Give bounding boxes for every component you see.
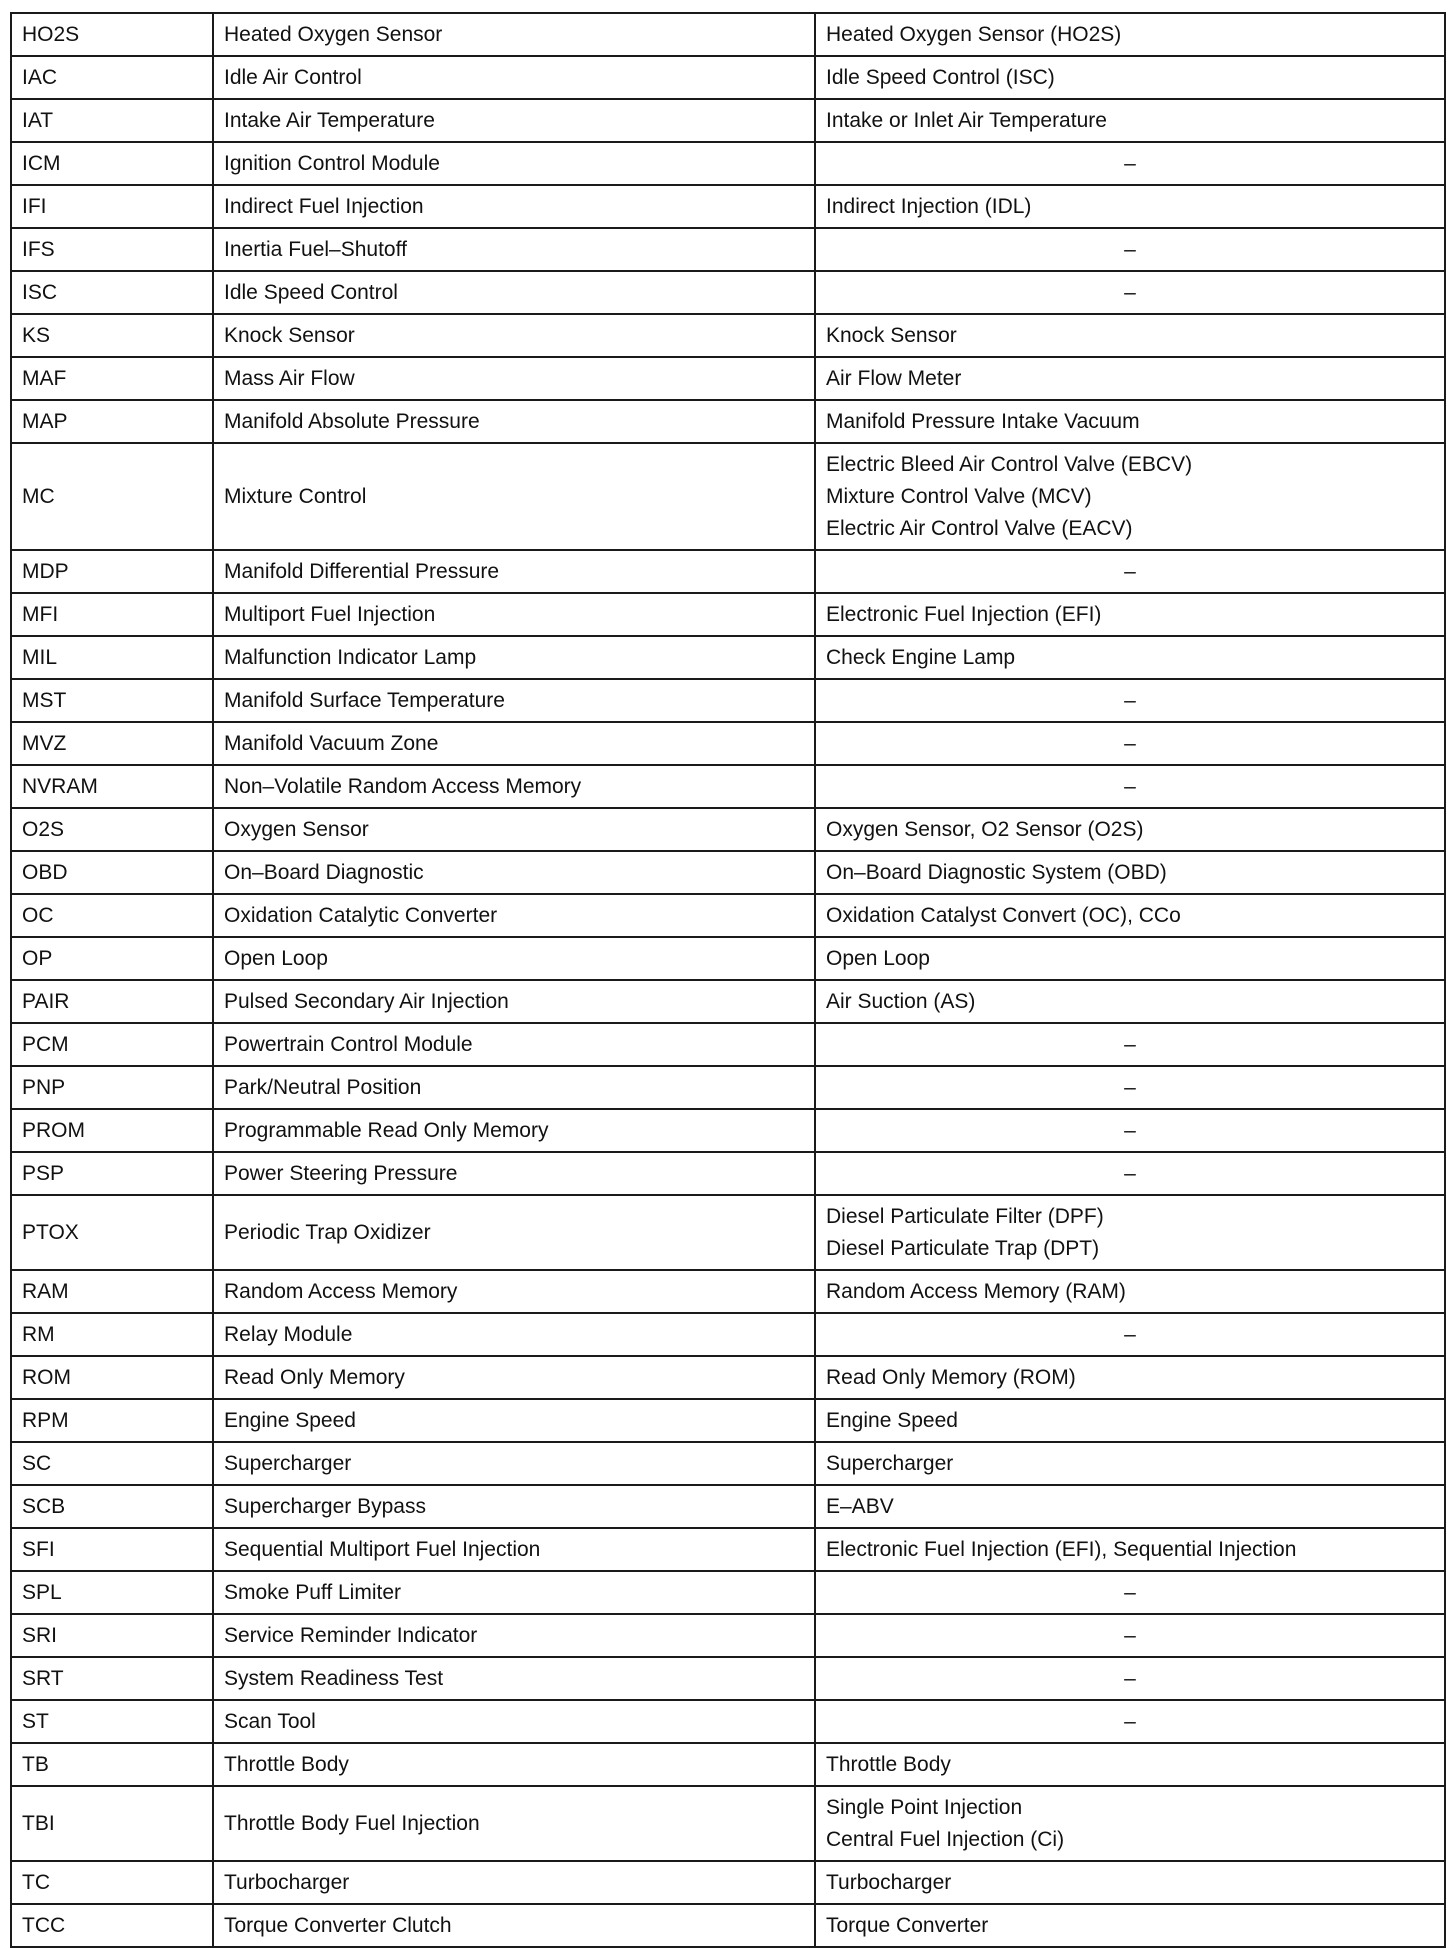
abbreviation-cell: PCM [11, 1023, 213, 1066]
equivalent-line: Open Loop [826, 947, 930, 970]
table-row [11, 1786, 1445, 1861]
abbreviation-table [10, 12, 1446, 1948]
equivalent-cell [815, 1743, 1445, 1786]
term-cell: Manifold Vacuum Zone [213, 722, 815, 765]
abbreviation-cell: MIL [11, 636, 213, 679]
equivalent-line: – [1124, 1162, 1136, 1185]
table-row [11, 99, 1445, 142]
equivalent-line: Knock Sensor [826, 324, 957, 347]
equivalent-line: Oxygen Sensor, O2 Sensor (O2S) [826, 818, 1144, 841]
equivalent-cell [815, 593, 1445, 636]
equivalent-line: – [1124, 1667, 1136, 1690]
abbreviation-cell: RAM [11, 1270, 213, 1313]
equivalent-cell [815, 1861, 1445, 1904]
abbreviation-cell: MST [11, 679, 213, 722]
equivalent-line: Heated Oxygen Sensor (HO2S) [826, 23, 1122, 46]
term-cell: Manifold Surface Temperature [213, 679, 815, 722]
term-cell: Manifold Differential Pressure [213, 550, 815, 593]
equivalent-cell [815, 1700, 1445, 1743]
equivalent-cell [815, 400, 1445, 443]
equivalent-line: – [1124, 1581, 1136, 1604]
equivalent-cell [815, 1442, 1445, 1485]
equivalent-line: – [1124, 238, 1136, 261]
term-cell: System Readiness Test [213, 1657, 815, 1700]
abbreviation-cell: SRI [11, 1614, 213, 1657]
equivalent-cell [815, 636, 1445, 679]
table-row [11, 314, 1445, 357]
equivalent-line: Supercharger [826, 1452, 954, 1475]
equivalent-cell [815, 765, 1445, 808]
equivalent-line: – [1124, 732, 1136, 755]
equivalent-cell [815, 1657, 1445, 1700]
term-cell: Throttle Body Fuel Injection [213, 1786, 815, 1861]
equivalent-line: – [1124, 1323, 1136, 1346]
equivalent-line: Engine Speed [826, 1409, 958, 1432]
table-row [11, 357, 1445, 400]
equivalent-line: Manifold Pressure Intake Vacuum [826, 410, 1140, 433]
abbreviation-cell: ROM [11, 1356, 213, 1399]
term-cell: Indirect Fuel Injection [213, 185, 815, 228]
term-cell: Throttle Body [213, 1743, 815, 1786]
table-row [11, 1152, 1445, 1195]
term-cell: Non–Volatile Random Access Memory [213, 765, 815, 808]
abbreviation-cell: IFI [11, 185, 213, 228]
table-row [11, 1356, 1445, 1399]
term-cell: Mixture Control [213, 443, 815, 550]
abbreviation-cell: MFI [11, 593, 213, 636]
abbreviation-cell: TB [11, 1743, 213, 1786]
table-row [11, 1700, 1445, 1743]
term-cell: Idle Air Control [213, 56, 815, 99]
table-row [11, 980, 1445, 1023]
table-row [11, 593, 1445, 636]
abbreviation-cell: MVZ [11, 722, 213, 765]
table-row [11, 400, 1445, 443]
table-row [11, 13, 1445, 56]
equivalent-cell [815, 980, 1445, 1023]
table-row [11, 894, 1445, 937]
equivalent-line: Diesel Particulate Filter (DPF) [826, 1205, 1104, 1228]
table-row [11, 1313, 1445, 1356]
equivalent-cell [815, 1066, 1445, 1109]
equivalent-line: Throttle Body [826, 1753, 951, 1776]
term-cell: Oxidation Catalytic Converter [213, 894, 815, 937]
abbreviation-cell: IFS [11, 228, 213, 271]
term-cell: Park/Neutral Position [213, 1066, 815, 1109]
equivalent-line: – [1124, 689, 1136, 712]
abbreviation-cell: OBD [11, 851, 213, 894]
equivalent-line: Idle Speed Control (ISC) [826, 66, 1055, 89]
equivalent-line: Central Fuel Injection (Ci) [826, 1828, 1065, 1851]
table-row [11, 1399, 1445, 1442]
equivalent-cell [815, 185, 1445, 228]
equivalent-cell [815, 1109, 1445, 1152]
abbreviation-cell: PROM [11, 1109, 213, 1152]
table-row [11, 142, 1445, 185]
table-row [11, 937, 1445, 980]
table-row [11, 1195, 1445, 1270]
abbreviation-cell: SFI [11, 1528, 213, 1571]
abbreviation-cell: PAIR [11, 980, 213, 1023]
equivalent-cell [815, 851, 1445, 894]
abbreviation-cell: ICM [11, 142, 213, 185]
term-cell: Read Only Memory [213, 1356, 815, 1399]
abbreviation-cell: NVRAM [11, 765, 213, 808]
table-row [11, 1023, 1445, 1066]
equivalent-cell [815, 1528, 1445, 1571]
abbreviation-cell: SPL [11, 1571, 213, 1614]
table-row [11, 1571, 1445, 1614]
equivalent-line: – [1124, 560, 1136, 583]
abbreviation-cell: KS [11, 314, 213, 357]
equivalent-line: Air Suction (AS) [826, 990, 976, 1013]
abbreviation-cell: OC [11, 894, 213, 937]
term-cell: Power Steering Pressure [213, 1152, 815, 1195]
term-cell: Powertrain Control Module [213, 1023, 815, 1066]
term-cell: Service Reminder Indicator [213, 1614, 815, 1657]
term-cell: Manifold Absolute Pressure [213, 400, 815, 443]
abbreviation-cell: TBI [11, 1786, 213, 1861]
term-cell: Random Access Memory [213, 1270, 815, 1313]
table-row [11, 56, 1445, 99]
abbreviation-cell: PSP [11, 1152, 213, 1195]
equivalent-line: Electronic Fuel Injection (EFI), Sequential Injection [826, 1538, 1297, 1561]
term-cell: Sequential Multiport Fuel Injection [213, 1528, 815, 1571]
equivalent-line: Electronic Fuel Injection (EFI) [826, 603, 1102, 626]
table-row [11, 228, 1445, 271]
table-row [11, 1528, 1445, 1571]
equivalent-cell [815, 1571, 1445, 1614]
equivalent-line: On–Board Diagnostic System (OBD) [826, 861, 1167, 884]
table-row [11, 1861, 1445, 1904]
term-cell: Inertia Fuel–Shutoff [213, 228, 815, 271]
equivalent-line: Check Engine Lamp [826, 646, 1016, 669]
term-cell: Turbocharger [213, 1861, 815, 1904]
equivalent-cell [815, 1786, 1445, 1861]
equivalent-line: Diesel Particulate Trap (DPT) [826, 1237, 1100, 1260]
equivalent-cell [815, 1485, 1445, 1528]
table-row [11, 808, 1445, 851]
abbreviation-cell: MDP [11, 550, 213, 593]
term-cell: Scan Tool [213, 1700, 815, 1743]
table-row [11, 1270, 1445, 1313]
equivalent-line: E–ABV [826, 1495, 894, 1518]
term-cell: Relay Module [213, 1313, 815, 1356]
term-cell: Intake Air Temperature [213, 99, 815, 142]
term-cell: Multiport Fuel Injection [213, 593, 815, 636]
table-row [11, 1614, 1445, 1657]
term-cell: Pulsed Secondary Air Injection [213, 980, 815, 1023]
table-body [11, 13, 1445, 1947]
term-cell: Malfunction Indicator Lamp [213, 636, 815, 679]
equivalent-line: Turbocharger [826, 1871, 952, 1894]
term-cell: Periodic Trap Oxidizer [213, 1195, 815, 1270]
equivalent-line: – [1124, 1076, 1136, 1099]
equivalent-cell [815, 56, 1445, 99]
equivalent-line: Intake or Inlet Air Temperature [826, 109, 1107, 132]
equivalent-cell [815, 1313, 1445, 1356]
term-cell: Smoke Puff Limiter [213, 1571, 815, 1614]
equivalent-line: – [1124, 1710, 1136, 1733]
equivalent-line: Torque Converter [826, 1914, 989, 1937]
equivalent-cell [815, 1904, 1445, 1947]
equivalent-cell [815, 1195, 1445, 1270]
abbreviation-cell: RPM [11, 1399, 213, 1442]
equivalent-cell [815, 443, 1445, 550]
equivalent-cell [815, 722, 1445, 765]
table-row [11, 722, 1445, 765]
equivalent-cell [815, 937, 1445, 980]
equivalent-cell [815, 1356, 1445, 1399]
equivalent-line: Mixture Control Valve (MCV) [826, 485, 1092, 508]
abbreviation-cell: SRT [11, 1657, 213, 1700]
equivalent-cell [815, 1399, 1445, 1442]
table-row [11, 185, 1445, 228]
equivalent-cell [815, 314, 1445, 357]
equivalent-cell [815, 1152, 1445, 1195]
table-row [11, 1066, 1445, 1109]
table-row [11, 550, 1445, 593]
equivalent-cell [815, 550, 1445, 593]
term-cell: Idle Speed Control [213, 271, 815, 314]
term-cell: Engine Speed [213, 1399, 815, 1442]
table-row [11, 851, 1445, 894]
abbreviation-cell: MAP [11, 400, 213, 443]
table-row [11, 1657, 1445, 1700]
table-row [11, 1743, 1445, 1786]
equivalent-cell [815, 99, 1445, 142]
term-cell: Supercharger [213, 1442, 815, 1485]
term-cell: Oxygen Sensor [213, 808, 815, 851]
equivalent-cell [815, 1614, 1445, 1657]
equivalent-cell [815, 894, 1445, 937]
abbreviation-cell: PTOX [11, 1195, 213, 1270]
term-cell: Mass Air Flow [213, 357, 815, 400]
equivalent-line: Air Flow Meter [826, 367, 962, 390]
term-cell: Heated Oxygen Sensor [213, 13, 815, 56]
abbreviation-cell: TCC [11, 1904, 213, 1947]
table-row [11, 1109, 1445, 1152]
equivalent-cell [815, 228, 1445, 271]
table-row [11, 1904, 1445, 1947]
equivalent-line: – [1124, 152, 1136, 175]
term-cell: Ignition Control Module [213, 142, 815, 185]
equivalent-line: – [1124, 1624, 1136, 1647]
equivalent-line: – [1124, 281, 1136, 304]
table-row [11, 765, 1445, 808]
equivalent-cell [815, 808, 1445, 851]
abbreviation-cell: TC [11, 1861, 213, 1904]
table-row [11, 679, 1445, 722]
abbreviation-cell: PNP [11, 1066, 213, 1109]
term-cell: Open Loop [213, 937, 815, 980]
abbreviation-cell: ISC [11, 271, 213, 314]
equivalent-cell [815, 1023, 1445, 1066]
term-cell: Programmable Read Only Memory [213, 1109, 815, 1152]
abbreviation-cell: ST [11, 1700, 213, 1743]
equivalent-line: Single Point Injection [826, 1796, 1023, 1819]
equivalent-cell [815, 679, 1445, 722]
equivalent-line: – [1124, 1033, 1136, 1056]
abbreviation-cell: IAC [11, 56, 213, 99]
abbreviation-cell: O2S [11, 808, 213, 851]
table-row [11, 1485, 1445, 1528]
term-cell: Torque Converter Clutch [213, 1904, 815, 1947]
equivalent-line: Oxidation Catalyst Convert (OC), CCo [826, 904, 1181, 927]
abbreviation-cell: MC [11, 443, 213, 550]
equivalent-cell [815, 142, 1445, 185]
term-cell: Knock Sensor [213, 314, 815, 357]
equivalent-cell [815, 357, 1445, 400]
abbreviation-cell: RM [11, 1313, 213, 1356]
table-row [11, 443, 1445, 550]
abbreviation-cell: HO2S [11, 13, 213, 56]
table-row [11, 271, 1445, 314]
abbreviation-cell: SCB [11, 1485, 213, 1528]
equivalent-line: – [1124, 1119, 1136, 1142]
equivalent-line: Electric Air Control Valve (EACV) [826, 517, 1133, 540]
abbreviation-cell: OP [11, 937, 213, 980]
equivalent-cell [815, 271, 1445, 314]
equivalent-line: – [1124, 775, 1136, 798]
table-row [11, 636, 1445, 679]
term-cell: On–Board Diagnostic [213, 851, 815, 894]
equivalent-cell [815, 1270, 1445, 1313]
equivalent-line: Random Access Memory (RAM) [826, 1280, 1126, 1303]
abbreviation-cell: SC [11, 1442, 213, 1485]
equivalent-line: Electric Bleed Air Control Valve (EBCV) [826, 453, 1193, 476]
term-cell: Supercharger Bypass [213, 1485, 815, 1528]
equivalent-line: Indirect Injection (IDL) [826, 195, 1032, 218]
abbreviation-cell: MAF [11, 357, 213, 400]
equivalent-line: Read Only Memory (ROM) [826, 1366, 1076, 1389]
equivalent-cell [815, 13, 1445, 56]
table-row [11, 1442, 1445, 1485]
abbreviation-cell: IAT [11, 99, 213, 142]
